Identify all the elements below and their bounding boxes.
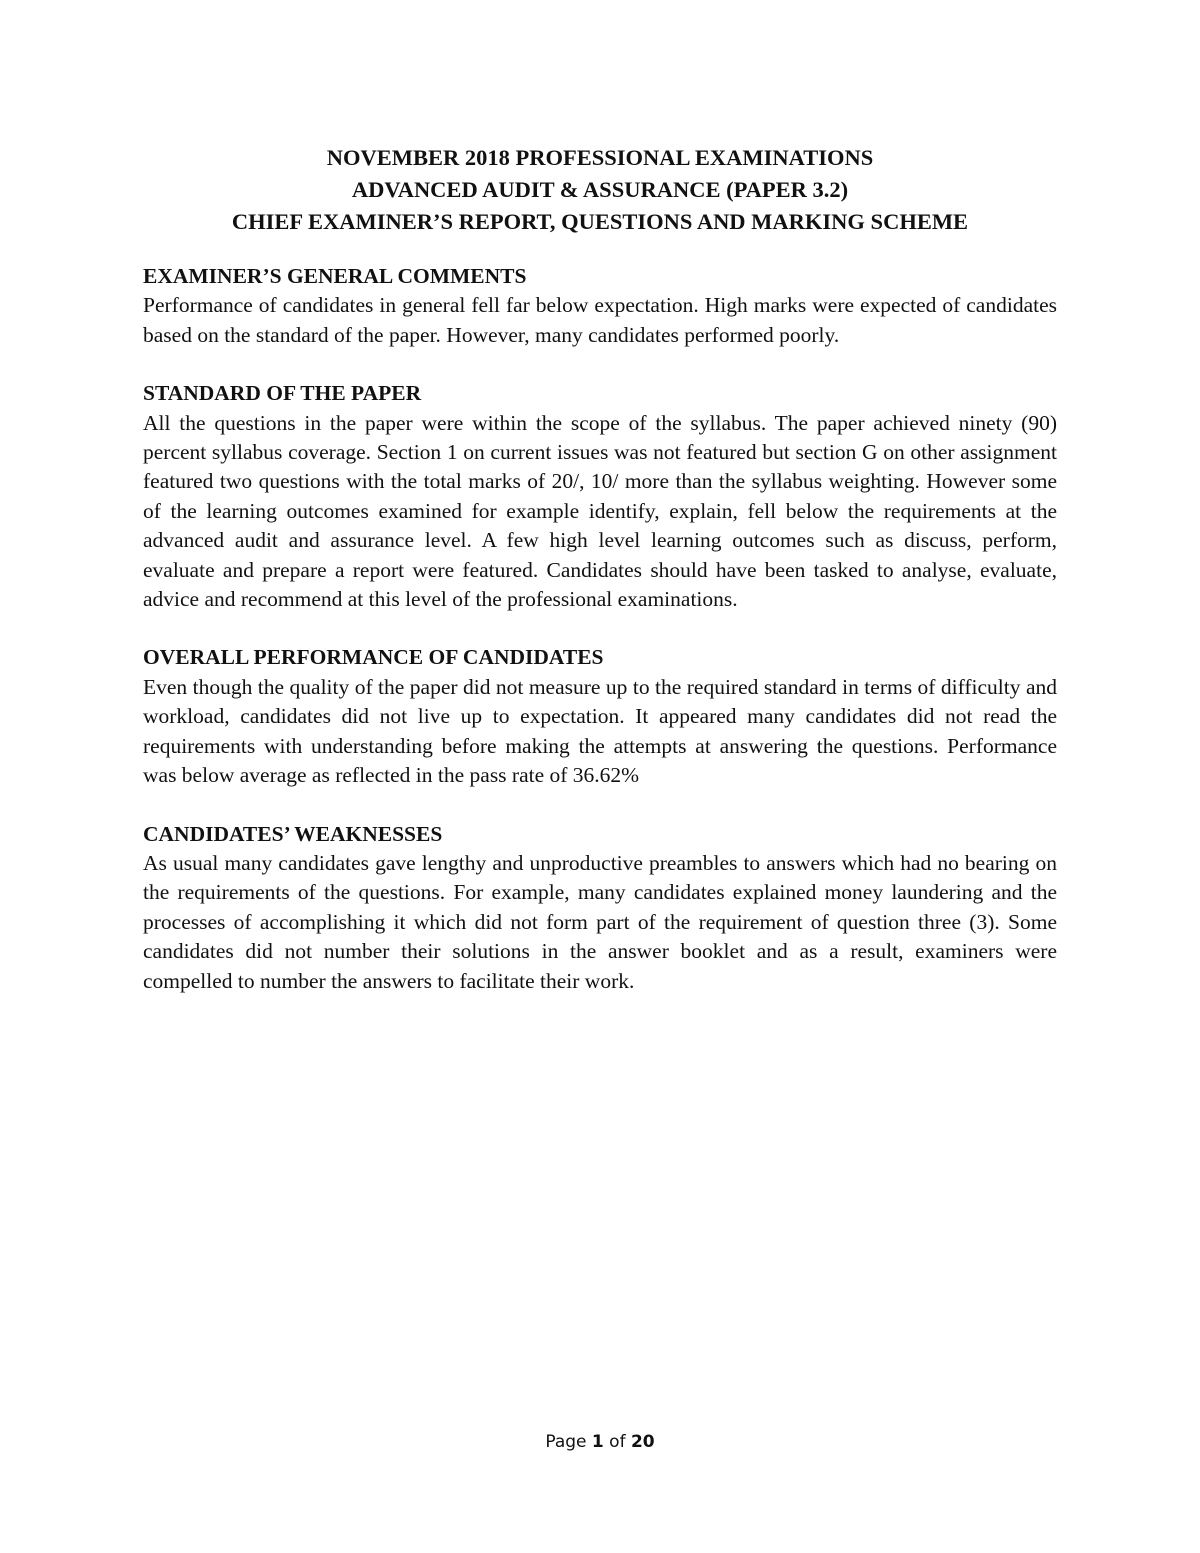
total-page-count: 20 xyxy=(630,1432,655,1452)
section-heading: STANDARD OF THE PAPER xyxy=(143,381,422,406)
section-heading: CANDIDATES’ WEAKNESSES xyxy=(143,821,443,846)
section-candidates-weaknesses xyxy=(143,820,1057,996)
section-body: As usual many candidates gave lengthy and unproductive preambles to answers which had no bearing on the requirements of the questions. For example, many candidates explained money laundering and the processes of accomplishing it which did not form part of the requirement of question three (3). Some candidates did not number their solutions in the answer booklet and as a result, examiners were compelled to number the answers to facilitate their work. xyxy=(143,850,1057,993)
section-body: Performance of candidates in general fell far below expectation. High marks were expected of candidates based on the standard of the paper. However, many candidates performed poorly. xyxy=(143,293,1057,347)
section-heading: OVERALL PERFORMANCE OF CANDIDATES xyxy=(143,645,604,670)
section-general-comments xyxy=(143,262,1057,350)
title-line-report: CHIEF EXAMINER’S REPORT, QUESTIONS AND MARKING SCHEME xyxy=(231,209,969,234)
page-word: Page xyxy=(545,1432,587,1452)
section-body: Even though the quality of the paper did not measure up to the required standard in terms of difficulty and workload, candidates did not live up to expectation. It appeared many candidates did not read the requirements with understanding before making the attempts at answering the questions. Performance was below average as reflected in the pass rate of 36.62% xyxy=(143,674,1057,788)
section-standard-of-paper xyxy=(143,379,1057,614)
report-content xyxy=(143,262,1057,1025)
section-overall-performance xyxy=(143,643,1057,790)
of-word: of xyxy=(609,1432,626,1452)
page-number-footer xyxy=(0,1432,1200,1452)
current-page-number: 1 xyxy=(591,1432,604,1452)
section-heading: EXAMINER’S GENERAL COMMENTS xyxy=(143,264,527,288)
title-line-paper: ADVANCED AUDIT & ASSURANCE (PAPER 3.2) xyxy=(351,177,849,202)
document-title-block xyxy=(143,142,1057,238)
section-body: All the questions in the paper were within the scope of the syllabus. The paper achieved ninety (90) percent syllabus coverage. Section 1 on current issues was not featured but section G on other assignment featured two questions with the total marks of 20/, 10/ more than the syllabus weighting. However some of the learning outcomes examined for example identify, explain, fell below the requirements at the advanced audit and assurance level. A few high level learning outcomes such as discuss, perform, evaluate and prepare a report were featured. Candidates should have been tasked to analyse, evaluate, advice and recommend at this level of the professional examinations. xyxy=(143,410,1057,612)
title-line-exam: NOVEMBER 2018 PROFESSIONAL EXAMINATIONS xyxy=(326,145,874,170)
